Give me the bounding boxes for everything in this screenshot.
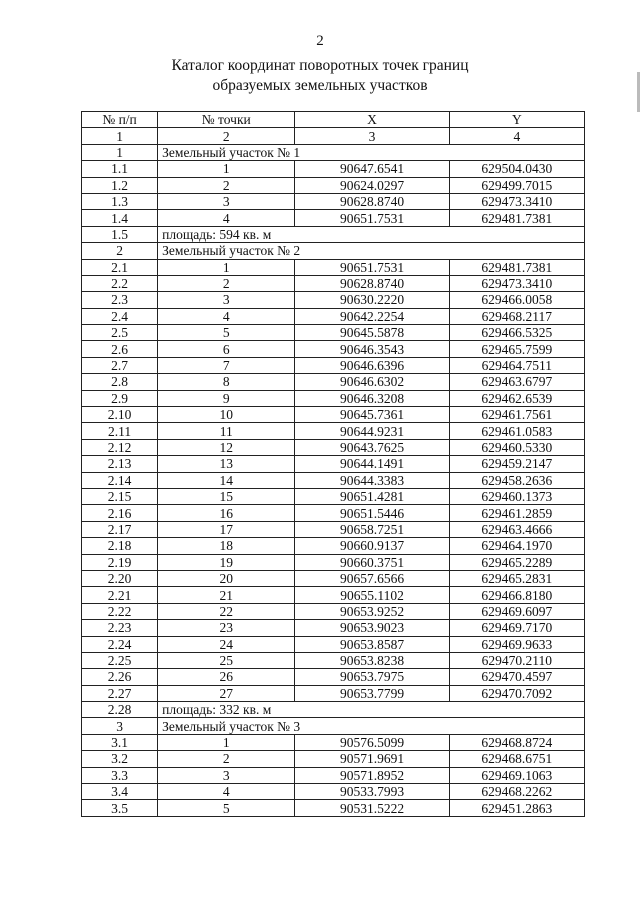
y-coordinate-cell: 629465.2289 bbox=[449, 554, 584, 570]
y-coordinate-cell: 629468.2117 bbox=[449, 308, 584, 324]
y-coordinate-cell: 629468.6751 bbox=[449, 751, 584, 767]
column-number-4: 4 bbox=[449, 128, 584, 144]
point-number-cell: 12 bbox=[158, 439, 295, 455]
row-number-cell: 3 bbox=[82, 718, 158, 734]
y-coordinate-cell: 629466.0058 bbox=[449, 292, 584, 308]
row-number-cell: 2.7 bbox=[82, 357, 158, 373]
table-row bbox=[82, 554, 585, 570]
section-label-cell: площадь: 332 кв. м bbox=[158, 702, 585, 718]
y-coordinate-cell: 629460.1373 bbox=[449, 488, 584, 504]
column-header-y: Y bbox=[449, 112, 584, 128]
document-title bbox=[0, 56, 640, 96]
row-number-cell: 2.22 bbox=[82, 603, 158, 619]
row-number-cell: 2.6 bbox=[82, 341, 158, 357]
table-row bbox=[82, 275, 585, 291]
x-coordinate-cell: 90646.6302 bbox=[295, 374, 449, 390]
section-row bbox=[82, 718, 585, 734]
y-coordinate-cell: 629461.0583 bbox=[449, 423, 584, 439]
point-number-cell: 21 bbox=[158, 587, 295, 603]
point-number-cell: 14 bbox=[158, 472, 295, 488]
y-coordinate-cell: 629465.2831 bbox=[449, 570, 584, 586]
row-number-cell: 2.18 bbox=[82, 538, 158, 554]
row-number-cell: 2.23 bbox=[82, 620, 158, 636]
row-number-cell: 2.12 bbox=[82, 439, 158, 455]
point-number-cell: 2 bbox=[158, 275, 295, 291]
row-number-cell: 1.1 bbox=[82, 161, 158, 177]
x-coordinate-cell: 90645.5878 bbox=[295, 325, 449, 341]
y-coordinate-cell: 629499.7015 bbox=[449, 177, 584, 193]
section-row bbox=[82, 243, 585, 259]
x-coordinate-cell: 90571.8952 bbox=[295, 767, 449, 783]
row-number-cell: 1.4 bbox=[82, 210, 158, 226]
table-row bbox=[82, 636, 585, 652]
x-coordinate-cell: 90571.9691 bbox=[295, 751, 449, 767]
table-row bbox=[82, 177, 585, 193]
x-coordinate-cell: 90653.7975 bbox=[295, 669, 449, 685]
point-number-cell: 20 bbox=[158, 570, 295, 586]
x-coordinate-cell: 90644.1491 bbox=[295, 456, 449, 472]
column-number-1: 1 bbox=[82, 128, 158, 144]
table-row bbox=[82, 407, 585, 423]
x-coordinate-cell: 90653.7799 bbox=[295, 685, 449, 701]
table-row bbox=[82, 652, 585, 668]
y-coordinate-cell: 629469.7170 bbox=[449, 620, 584, 636]
x-coordinate-cell: 90653.8587 bbox=[295, 636, 449, 652]
y-coordinate-cell: 629469.1063 bbox=[449, 767, 584, 783]
table-row bbox=[82, 472, 585, 488]
point-number-cell: 1 bbox=[158, 259, 295, 275]
point-number-cell: 8 bbox=[158, 374, 295, 390]
row-number-cell: 2.19 bbox=[82, 554, 158, 570]
y-coordinate-cell: 629504.0430 bbox=[449, 161, 584, 177]
y-coordinate-cell: 629469.9633 bbox=[449, 636, 584, 652]
row-number-cell: 2.10 bbox=[82, 407, 158, 423]
x-coordinate-cell: 90647.6541 bbox=[295, 161, 449, 177]
x-coordinate-cell: 90646.3208 bbox=[295, 390, 449, 406]
column-header-number: № п/п bbox=[82, 112, 158, 128]
y-coordinate-cell: 629468.8724 bbox=[449, 734, 584, 750]
y-coordinate-cell: 629481.7381 bbox=[449, 210, 584, 226]
row-number-cell: 2 bbox=[82, 243, 158, 259]
x-coordinate-cell: 90645.7361 bbox=[295, 407, 449, 423]
y-coordinate-cell: 629461.7561 bbox=[449, 407, 584, 423]
table-row bbox=[82, 488, 585, 504]
y-coordinate-cell: 629473.3410 bbox=[449, 275, 584, 291]
row-number-cell: 2.28 bbox=[82, 702, 158, 718]
row-number-cell: 2.9 bbox=[82, 390, 158, 406]
table-row bbox=[82, 521, 585, 537]
table-row bbox=[82, 505, 585, 521]
point-number-cell: 3 bbox=[158, 767, 295, 783]
table-row bbox=[82, 538, 585, 554]
row-number-cell: 3.1 bbox=[82, 734, 158, 750]
table-row bbox=[82, 570, 585, 586]
row-number-cell: 2.20 bbox=[82, 570, 158, 586]
x-coordinate-cell: 90630.2220 bbox=[295, 292, 449, 308]
section-label-cell: Земельный участок № 1 bbox=[158, 144, 585, 160]
y-coordinate-cell: 629460.5330 bbox=[449, 439, 584, 455]
point-number-cell: 25 bbox=[158, 652, 295, 668]
point-number-cell: 22 bbox=[158, 603, 295, 619]
y-coordinate-cell: 629451.2863 bbox=[449, 800, 584, 816]
row-number-cell: 2.25 bbox=[82, 652, 158, 668]
row-number-cell: 2.15 bbox=[82, 488, 158, 504]
y-coordinate-cell: 629470.2110 bbox=[449, 652, 584, 668]
point-number-cell: 15 bbox=[158, 488, 295, 504]
column-header-x: X bbox=[295, 112, 449, 128]
section-row bbox=[82, 144, 585, 160]
point-number-cell: 3 bbox=[158, 193, 295, 209]
x-coordinate-cell: 90651.4281 bbox=[295, 488, 449, 504]
x-coordinate-cell: 90651.5446 bbox=[295, 505, 449, 521]
section-row bbox=[82, 702, 585, 718]
y-coordinate-cell: 629464.7511 bbox=[449, 357, 584, 373]
table-row bbox=[82, 620, 585, 636]
section-label-cell: Земельный участок № 3 bbox=[158, 718, 585, 734]
row-number-cell: 1.2 bbox=[82, 177, 158, 193]
table-row bbox=[82, 357, 585, 373]
point-number-cell: 2 bbox=[158, 177, 295, 193]
x-coordinate-cell: 90655.1102 bbox=[295, 587, 449, 603]
x-coordinate-cell: 90643.7625 bbox=[295, 439, 449, 455]
header-row bbox=[82, 112, 585, 128]
row-number-cell: 2.21 bbox=[82, 587, 158, 603]
row-number-cell: 2.26 bbox=[82, 669, 158, 685]
row-number-cell: 3.2 bbox=[82, 751, 158, 767]
row-number-cell: 1 bbox=[82, 144, 158, 160]
table-row bbox=[82, 193, 585, 209]
title-line-2: образуемых земельных участков bbox=[212, 77, 428, 94]
column-number-row bbox=[82, 128, 585, 144]
table-row bbox=[82, 423, 585, 439]
x-coordinate-cell: 90651.7531 bbox=[295, 210, 449, 226]
point-number-cell: 13 bbox=[158, 456, 295, 472]
point-number-cell: 16 bbox=[158, 505, 295, 521]
column-number-2: 2 bbox=[158, 128, 295, 144]
y-coordinate-cell: 629464.1970 bbox=[449, 538, 584, 554]
point-number-cell: 23 bbox=[158, 620, 295, 636]
point-number-cell: 9 bbox=[158, 390, 295, 406]
y-coordinate-cell: 629469.6097 bbox=[449, 603, 584, 619]
table-row bbox=[82, 308, 585, 324]
x-coordinate-cell: 90660.3751 bbox=[295, 554, 449, 570]
row-number-cell: 2.1 bbox=[82, 259, 158, 275]
y-coordinate-cell: 629458.2636 bbox=[449, 472, 584, 488]
point-number-cell: 5 bbox=[158, 800, 295, 816]
x-coordinate-cell: 90660.9137 bbox=[295, 538, 449, 554]
row-number-cell: 2.8 bbox=[82, 374, 158, 390]
y-coordinate-cell: 629465.7599 bbox=[449, 341, 584, 357]
point-number-cell: 5 bbox=[158, 325, 295, 341]
table-row bbox=[82, 210, 585, 226]
x-coordinate-cell: 90653.8238 bbox=[295, 652, 449, 668]
x-coordinate-cell: 90533.7993 bbox=[295, 784, 449, 800]
x-coordinate-cell: 90624.0297 bbox=[295, 177, 449, 193]
row-number-cell: 2.27 bbox=[82, 685, 158, 701]
x-coordinate-cell: 90628.8740 bbox=[295, 193, 449, 209]
table-row bbox=[82, 603, 585, 619]
x-coordinate-cell: 90644.9231 bbox=[295, 423, 449, 439]
x-coordinate-cell: 90576.5099 bbox=[295, 734, 449, 750]
x-coordinate-cell: 90653.9023 bbox=[295, 620, 449, 636]
row-number-cell: 2.24 bbox=[82, 636, 158, 652]
page-number: 2 bbox=[316, 33, 324, 49]
point-number-cell: 2 bbox=[158, 751, 295, 767]
point-number-cell: 27 bbox=[158, 685, 295, 701]
y-coordinate-cell: 629459.2147 bbox=[449, 456, 584, 472]
y-coordinate-cell: 629470.4597 bbox=[449, 669, 584, 685]
title-line-1: Каталог координат поворотных точек границ bbox=[171, 57, 469, 74]
x-coordinate-cell: 90657.6566 bbox=[295, 570, 449, 586]
point-number-cell: 4 bbox=[158, 210, 295, 226]
y-coordinate-cell: 629463.6797 bbox=[449, 374, 584, 390]
row-number-cell: 2.14 bbox=[82, 472, 158, 488]
table-row bbox=[82, 456, 585, 472]
x-coordinate-cell: 90646.3543 bbox=[295, 341, 449, 357]
point-number-cell: 19 bbox=[158, 554, 295, 570]
table-body bbox=[82, 144, 585, 816]
y-coordinate-cell: 629463.4666 bbox=[449, 521, 584, 537]
x-coordinate-cell: 90646.6396 bbox=[295, 357, 449, 373]
row-number-cell: 2.5 bbox=[82, 325, 158, 341]
section-label-cell: площадь: 594 кв. м bbox=[158, 226, 585, 242]
point-number-cell: 7 bbox=[158, 357, 295, 373]
x-coordinate-cell: 90651.7531 bbox=[295, 259, 449, 275]
x-coordinate-cell: 90531.5222 bbox=[295, 800, 449, 816]
table-row bbox=[82, 161, 585, 177]
y-coordinate-cell: 629468.2262 bbox=[449, 784, 584, 800]
point-number-cell: 4 bbox=[158, 308, 295, 324]
y-coordinate-cell: 629466.5325 bbox=[449, 325, 584, 341]
row-number-cell: 2.2 bbox=[82, 275, 158, 291]
table-row bbox=[82, 587, 585, 603]
row-number-cell: 2.17 bbox=[82, 521, 158, 537]
table-row bbox=[82, 784, 585, 800]
table-row bbox=[82, 767, 585, 783]
table-row bbox=[82, 341, 585, 357]
y-coordinate-cell: 629461.2859 bbox=[449, 505, 584, 521]
point-number-cell: 18 bbox=[158, 538, 295, 554]
row-number-cell: 3.5 bbox=[82, 800, 158, 816]
point-number-cell: 4 bbox=[158, 784, 295, 800]
point-number-cell: 26 bbox=[158, 669, 295, 685]
section-label-cell: Земельный участок № 2 bbox=[158, 243, 585, 259]
table-row bbox=[82, 325, 585, 341]
point-number-cell: 11 bbox=[158, 423, 295, 439]
coordinates-table bbox=[81, 111, 585, 817]
y-coordinate-cell: 629470.7092 bbox=[449, 685, 584, 701]
table-row bbox=[82, 800, 585, 816]
row-number-cell: 2.11 bbox=[82, 423, 158, 439]
x-coordinate-cell: 90644.3383 bbox=[295, 472, 449, 488]
x-coordinate-cell: 90628.8740 bbox=[295, 275, 449, 291]
point-number-cell: 10 bbox=[158, 407, 295, 423]
table-row bbox=[82, 685, 585, 701]
table-row bbox=[82, 751, 585, 767]
point-number-cell: 6 bbox=[158, 341, 295, 357]
point-number-cell: 1 bbox=[158, 161, 295, 177]
y-coordinate-cell: 629481.7381 bbox=[449, 259, 584, 275]
row-number-cell: 2.4 bbox=[82, 308, 158, 324]
point-number-cell: 17 bbox=[158, 521, 295, 537]
row-number-cell: 2.3 bbox=[82, 292, 158, 308]
table-row bbox=[82, 259, 585, 275]
row-number-cell: 2.13 bbox=[82, 456, 158, 472]
column-number-3: 3 bbox=[295, 128, 449, 144]
point-number-cell: 24 bbox=[158, 636, 295, 652]
row-number-cell: 2.16 bbox=[82, 505, 158, 521]
point-number-cell: 1 bbox=[158, 734, 295, 750]
row-number-cell: 3.4 bbox=[82, 784, 158, 800]
section-row bbox=[82, 226, 585, 242]
x-coordinate-cell: 90653.9252 bbox=[295, 603, 449, 619]
row-number-cell: 3.3 bbox=[82, 767, 158, 783]
x-coordinate-cell: 90658.7251 bbox=[295, 521, 449, 537]
y-coordinate-cell: 629473.3410 bbox=[449, 193, 584, 209]
row-number-cell: 1.3 bbox=[82, 193, 158, 209]
table-row bbox=[82, 374, 585, 390]
point-number-cell: 3 bbox=[158, 292, 295, 308]
y-coordinate-cell: 629462.6539 bbox=[449, 390, 584, 406]
row-number-cell: 1.5 bbox=[82, 226, 158, 242]
x-coordinate-cell: 90642.2254 bbox=[295, 308, 449, 324]
table-row bbox=[82, 734, 585, 750]
column-header-point: № точки bbox=[158, 112, 295, 128]
table-row bbox=[82, 292, 585, 308]
table-row bbox=[82, 439, 585, 455]
table-row bbox=[82, 390, 585, 406]
table-row bbox=[82, 669, 585, 685]
y-coordinate-cell: 629466.8180 bbox=[449, 587, 584, 603]
